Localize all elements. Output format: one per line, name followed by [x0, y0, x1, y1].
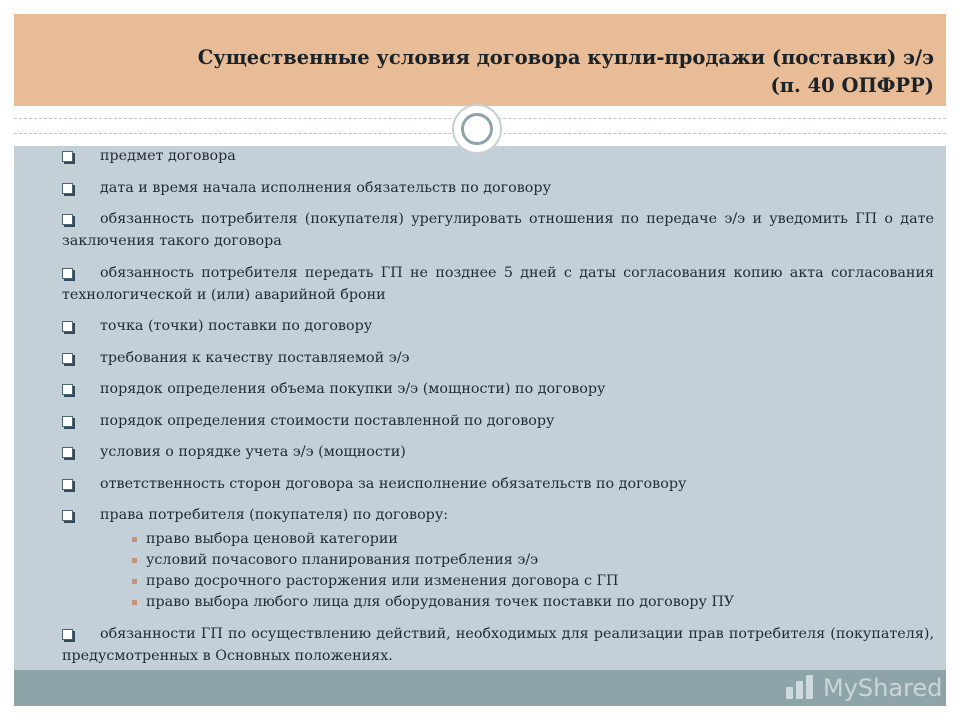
sub-list-item: право выбора ценовой категории	[62, 529, 934, 550]
list-item: права потребителя (покупателя) по договору: право выбора ценовой категории условий почасового планирования потребления э/э право досрочного расторжения или изменения договора с ГП право выбора любого лица для оборудования точек поставки по договору ПУ	[62, 504, 934, 613]
square-bullet-icon	[62, 447, 73, 458]
title-line-2: (п. 40 ОПФРР)	[770, 74, 934, 97]
list-item: ответственность сторон договора за неисполнение обязательств по договору	[62, 473, 934, 495]
square-bullet-icon	[62, 183, 73, 194]
list-item: обязанность потребителя передать ГП не позднее 5 дней с даты согласования копию акта согласования технологической и (или) аварийной брони	[62, 264, 934, 303]
sub-list-item: право выбора любого лица для оборудования точек поставки по договору ПУ	[62, 592, 934, 613]
slide-title	[54, 44, 934, 100]
small-square-bullet-icon	[132, 537, 137, 542]
list-item: предмет договора	[62, 145, 934, 167]
list-item: условия о порядке учета э/э (мощности)	[62, 441, 934, 463]
title-band	[14, 14, 946, 106]
list-item: обязанность потребителя (покупателя) урегулировать отношения по передаче э/э и уведомить ГП о дате заключения такого договора	[62, 211, 934, 249]
sub-list-item: условий почасового планирования потребления э/э	[62, 550, 934, 571]
small-square-bullet-icon	[132, 600, 137, 605]
list-item: требования к качеству поставляемой э/э	[62, 347, 934, 369]
list-item: порядок определения объема покупки э/э (мощности) по договору	[62, 378, 934, 400]
square-bullet-icon	[62, 268, 73, 279]
square-bullet-icon	[62, 321, 73, 332]
list-item: обязанности ГП по осуществлению действий, необходимых для реализации прав потребителя (покупателя), предусмотренных в Основных положениях.	[62, 625, 934, 664]
watermark	[784, 670, 942, 706]
title-line-1: Существенные условия договора купли-продажи (поставки) э/э	[197, 46, 934, 69]
square-bullet-icon	[62, 353, 73, 364]
list-item: точка (точки) поставки по договору	[62, 315, 934, 337]
sub-list-item: право досрочного расторжения или изменения договора с ГП	[62, 571, 934, 592]
list-item: порядок определения стоимости поставленной по договору	[62, 410, 934, 432]
list-item: дата и время начала исполнения обязательств по договору	[62, 177, 934, 199]
consumer-rights-sublist	[62, 529, 934, 613]
square-bullet-icon	[62, 510, 73, 521]
bar-chart-logo-icon	[784, 675, 818, 701]
square-bullet-icon	[62, 416, 73, 427]
slide	[14, 14, 946, 706]
square-bullet-icon	[62, 629, 73, 640]
square-bullet-icon	[62, 214, 73, 225]
small-square-bullet-icon	[132, 558, 137, 563]
square-bullet-icon	[62, 151, 73, 162]
conditions-list	[62, 145, 934, 676]
square-bullet-icon	[62, 479, 73, 490]
watermark-text: MyShared	[823, 674, 943, 702]
small-square-bullet-icon	[132, 579, 137, 584]
square-bullet-icon	[62, 384, 73, 395]
